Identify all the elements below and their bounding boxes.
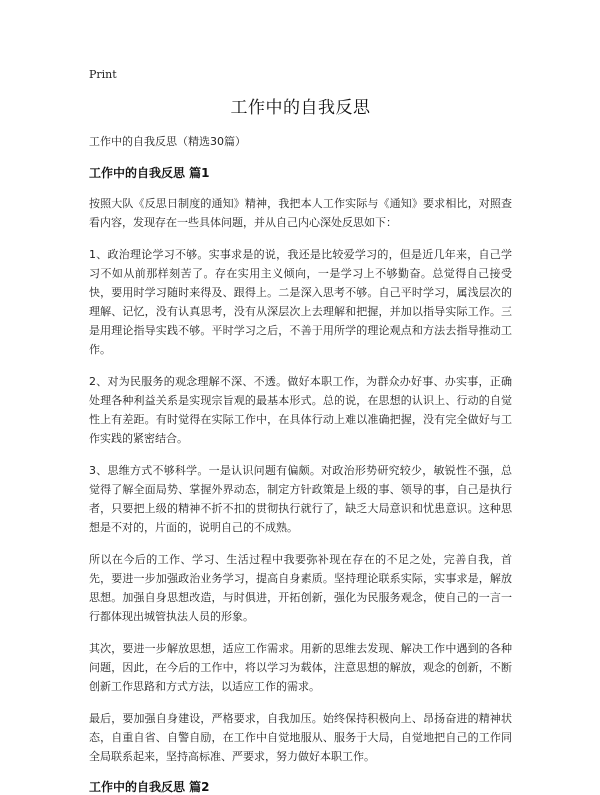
page-subtitle: 工作中的自我反思（精选30篇） [89,135,246,148]
section-heading: 工作中的自我反思 篇1 [89,166,210,180]
section-2 [89,779,512,795]
paragraph: 2、对为民服务的观念理解不深、不透。做好本职工作，为群众办好事、办实事，正确处理各种利益关系是实现宗旨观的最基本形式。总的说，在思想的认识上、行动的自觉性上有差距。有时觉得在实际工作中，在具体行动上难以准确把握，没有完全做好与工作实践的紧密结合。 [89,375,512,445]
section-heading: 工作中的自我反思 篇2 [89,780,210,794]
paragraph: 3、思维方式不够科学。一是认识问题有偏颇。对政治形势研究较少，敏锐性不强，总觉得了解全面局势、掌握外界动态，制定方针政策是上级的事、领导的事，自己是执行者，只要把上级的精神不折不扣的贯彻执行就行了，缺乏大局意识和忧患意识。这种思想是不对的，片面的，说明自己的不成熟。 [89,464,512,534]
print-link[interactable]: Print [89,68,117,81]
paragraph: 最后，要加强自身建设，严格要求，自我加压。始终保持积极向上、昂扬奋进的精神状态，自重自省、自警自励，在工作中自觉地服从、服务于大局，自觉地把自己的工作同全局联系起来，坚持高标准、严要求，努力做好本职工作。 [89,712,512,763]
section-1 [89,165,512,766]
paragraph: 其次，要进一步解放思想，适应工作需求。用新的思维去发现、解决工作中遇到的各种问题，因此，在今后的工作中，将以学习为载体，注意思想的解放，观念的创新，不断创新工作思路和方式方法，以适应工作的需求。 [89,642,512,693]
paragraph: 所以在今后的工作、学习、生活过程中我要弥补现在存在的不足之处，完善自我，首先，要进一步加强政治业务学习，提高自身素质。坚持理论联系实际，实事求是，解放思想。加强自身思想改造，与时俱进，开拓创新，强化为民服务观念，使自己的一言一行都体现出城管执法人员的形象。 [89,553,512,623]
paragraph: 1、政治理论学习不够。实事求是的说，我还是比较爱学习的，但是近几年来，自己学习不如从前那样刻苦了。存在实用主义倾向，一是学习上不够勤奋。总觉得自己接受快，要用时学习随时来得及、跟得上。二是深入思考不够。自己平时学习，属浅层次的理解、记忆，没有认真思考，没有从深层次上去理解和把握，并加以指导实际工作。三是用理论指导实践不够。平时学习之后，不善于用所学的理论观点和方法去指导推动工作。 [89,248,512,356]
page-title: 工作中的自我反思 [230,98,371,118]
paragraph: 按照大队《反思日制度的通知》精神，我把本人工作实际与《通知》要求相比，对照查看内容，发现存在一些具体问题，并从自己内心深处反思如下： [89,197,512,229]
